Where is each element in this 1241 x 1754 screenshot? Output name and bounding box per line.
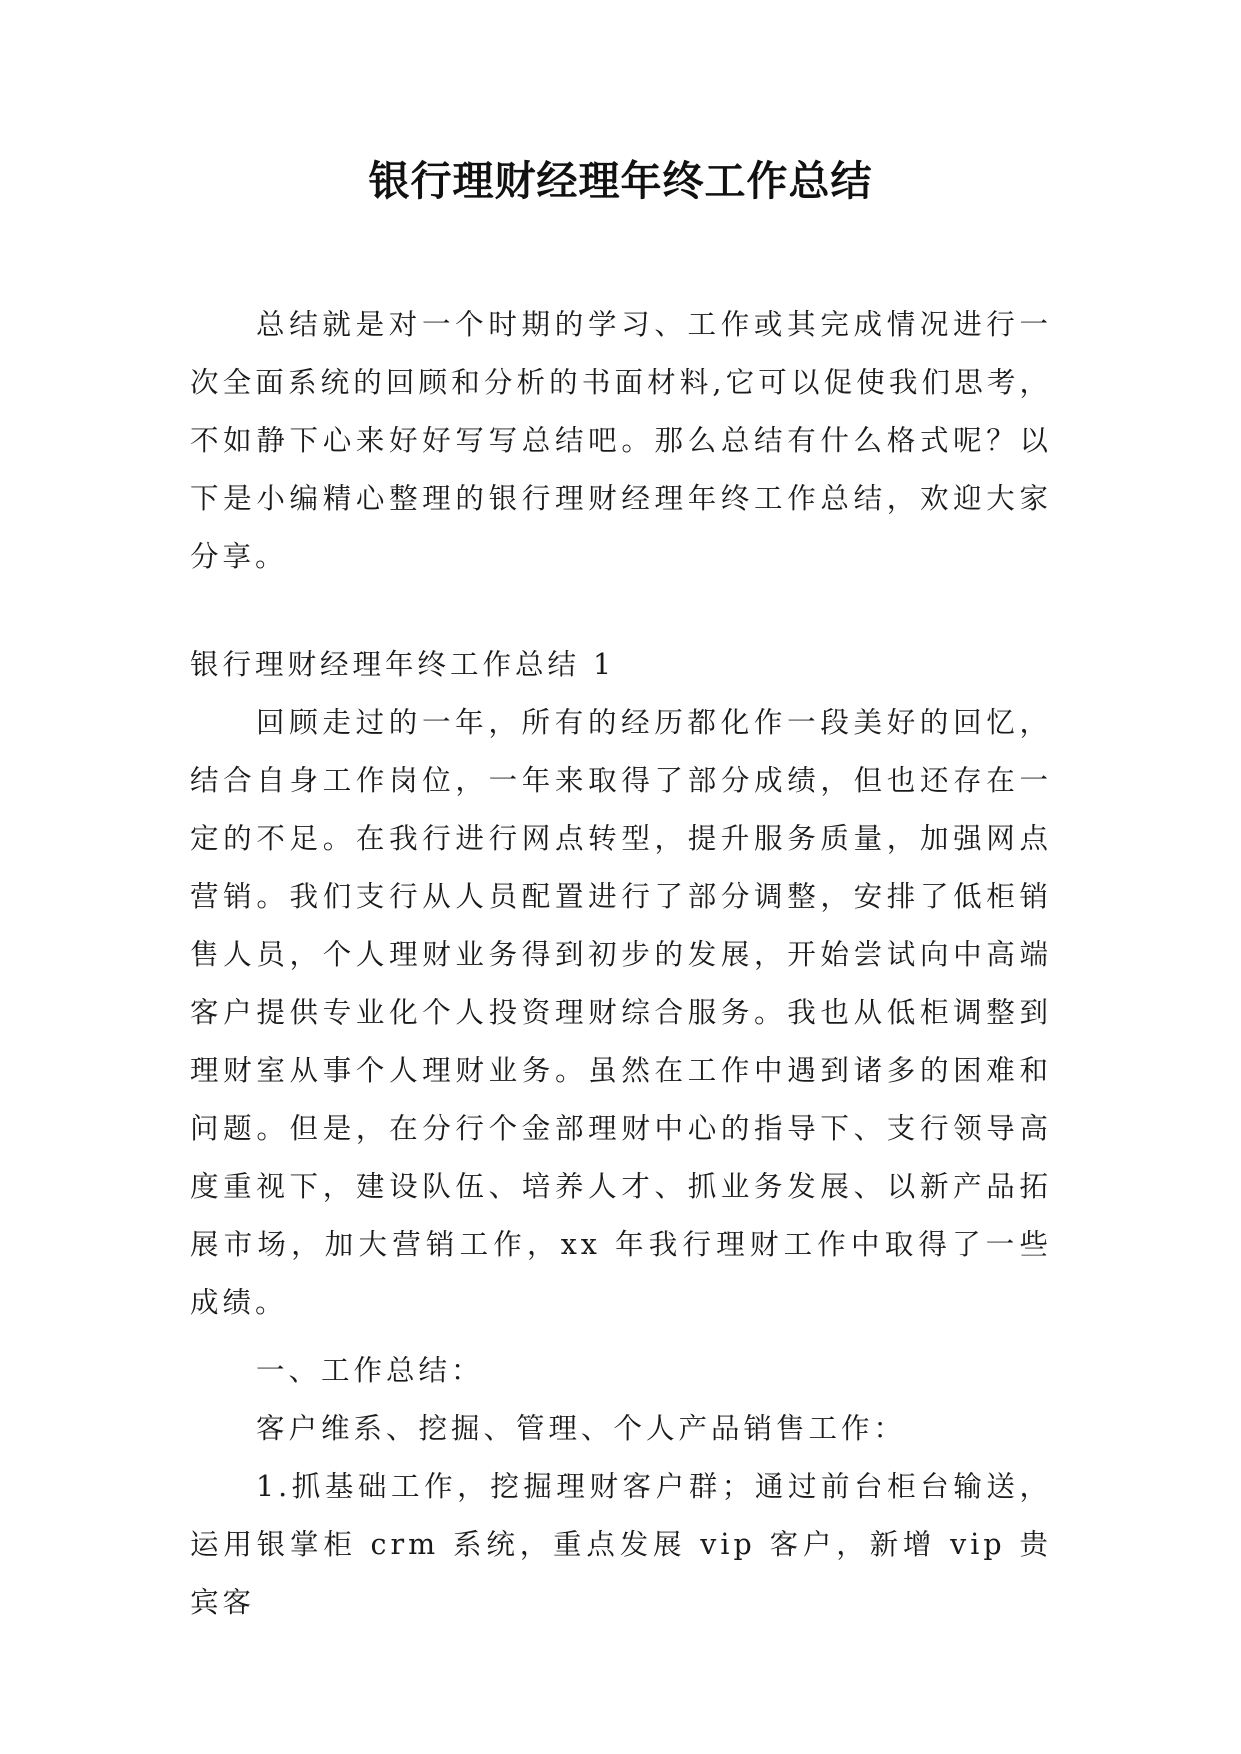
document-title: 银行理财经理年终工作总结 <box>368 157 873 205</box>
section-heading: 银行理财经理年终工作总结 1 <box>190 648 616 681</box>
section-1-block <box>190 636 1052 1332</box>
list-item-1: 1.抓基础工作，挖掘理财客户群；通过前台柜台输送，运用银掌柜 crm 系统，重点发展 vip 客户，新增 vip 贵宾客 <box>190 1470 1052 1619</box>
intro-paragraph: 总结就是对一个时期的学习、工作或其完成情况进行一次全面系统的回顾和分析的书面材料,它可以促使我们思考，不如静下心来好好写写总结吧。那么总结有什么格式呢？以下是小编精心整理的银行理财经理年终工作总结，欢迎大家分享。 <box>190 308 1052 573</box>
subheading-client-maintenance: 客户维系、挖掘、管理、个人产品销售工作： <box>256 1412 907 1445</box>
intro-block <box>190 296 1052 586</box>
subheading-work-summary: 一、工作总结： <box>256 1354 484 1387</box>
work-summary-block <box>190 1342 1052 1632</box>
body-paragraph: 回顾走过的一年，所有的经历都化作一段美好的回忆，结合自身工作岗位，一年来取得了部分成绩，但也还存在一定的不足。在我行进行网点转型，提升服务质量，加强网点营销。我们支行从人员配置进行了部分调整，安排了低柜销售人员，个人理财业务得到初步的发展，开始尝试向中高端客户提供专业化个人投资理财综合服务。我也从低柜调整到理财室从事个人理财业务。虽然在工作中遇到诸多的困难和问题。但是，在分行个金部理财中心的指导下、支行领导高度重视下，建设队伍、培养人才、抓业务发展、以新产品拓展市场，加大营销工作，xx 年我行理财工作中取得了一些成绩。 <box>190 706 1052 1319</box>
